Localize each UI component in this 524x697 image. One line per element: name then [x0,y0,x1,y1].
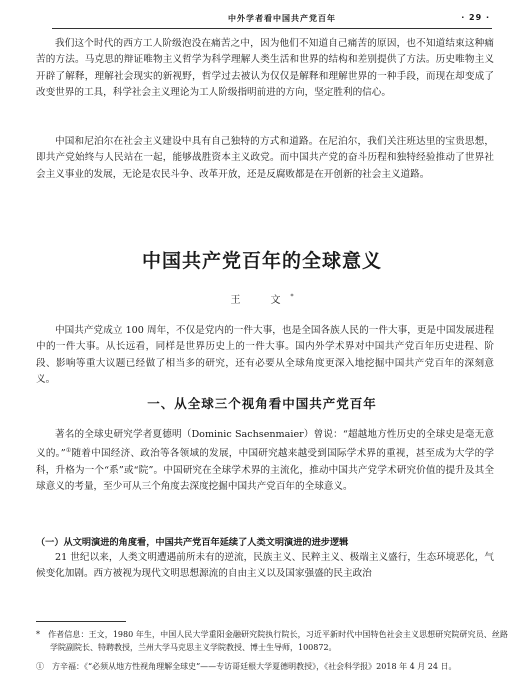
intro-paragraph: 中国共产党成立 100 周年，不仅是党内的一件大事，也是全国各族人民的一件大事，更是中国发展进程中的一件大事。从长远看，同样是世界历史上的一件大事。国内外学术界对中国共产党百年历史进程、阶段、影响等重大议题已经做了相当多的研究，还有必要从全球角度更深入地挖掘中国共产党百年的深刻意义。 [36,325,494,385]
subsection-heading: （一）从文明演进的角度看，中国共产党百年延续了人类文明演进的进步逻辑 [36,537,349,548]
article-title: 中国共产党百年的全球意义 [141,250,382,272]
footnote-author-info [36,628,508,654]
footnote-divider [36,621,126,622]
subsection-paragraph: 21 世纪以来，人类文明遭遇前所未有的逆流，民族主义、民粹主义、极端主义盛行，生态环境恶化，气候变化加剧。西方被视为现代文明思想源流的自由主义以及国家强盛的民主政治 [36,552,494,580]
footnote-text: 作者信息：王文，1980 年生，中国人民大学重阳金融研究院执行院长，习近平新时代中国特色社会主义思想研究院研究员、丝路学院副院长、特聘教授，兰州大学马克思主义学院教授、博士生导师，100872。 [48,630,508,652]
footnote-mark: * [36,630,40,639]
footnote-citation [36,660,508,673]
running-header [52,10,492,29]
page-number: · 29 · [461,13,490,22]
body-paragraph: 我们这个时代的西方工人阶级泡没在痛苦之中，因为他们不知道自己痛苦的原因，也不知道结束这种痛苦的方法。马克思的辩证唯物主义哲学为科学理解人类生活和世界的结构和差别提供了方法。历史唯物主义开辟了解释，理解社会现实的新视野，哲学过去被认为仅仅是解释和理解世界的一种手段，而现在却变成了改变世界的工具，科学社会主义理论为工人阶级指明前进的方向，坚定胜利的信心。 [36,38,494,98]
section-heading: 一、从全球三个视角看中国共产党百年 [147,396,377,411]
article-author [0,291,524,306]
section-paragraph [36,427,494,495]
author-name: 王 文 [230,295,291,306]
body-paragraph: 中国和尼泊尔在社会主义建设中具有自己独特的方式和道路。在尼泊尔，我们关注班达里的宝贵思想，即共产党始终与人民站在一起，能够战胜资本主义政党。而中国共产党的奋斗历程和独特经验推动了世界社会主义事业的发展，无论是农民斗争、改革开放，还是反腐败都是在开创新的社会主义道路。 [36,136,494,180]
footnote-reference: ① [65,447,72,455]
section-paragraph-text-continued: 随着中国经济、政治等各领域的发展，中国研究越来越受到国际学术界的重视，甚至成为大学的学科，升格为一个“系”或“院”。中国研究在全球学术界的主流化，推动中国共产党学术研究价值的提升及其全球意义的考量，至少可从三个角度去深度挖掘中国共产党百年的全球意义。 [36,448,494,493]
journal-column-title: 中外学者看中国共产党百年 [228,14,336,23]
footnote-mark: ① [36,662,44,671]
section-paragraph-text: 著名的全球史研究学者夏德明（Dominic Sachsenmaier）曾说：“超越地方性历史的全球史是毫无意义的。” [36,429,494,460]
footnote-text: 方辛福：《“必须从地方性视角理解全球史”——专访哥廷根大学夏德明教授》，《社会科学报》2018 年 4 月 24 日。 [52,662,457,671]
author-footnote-marker: * [290,293,294,301]
